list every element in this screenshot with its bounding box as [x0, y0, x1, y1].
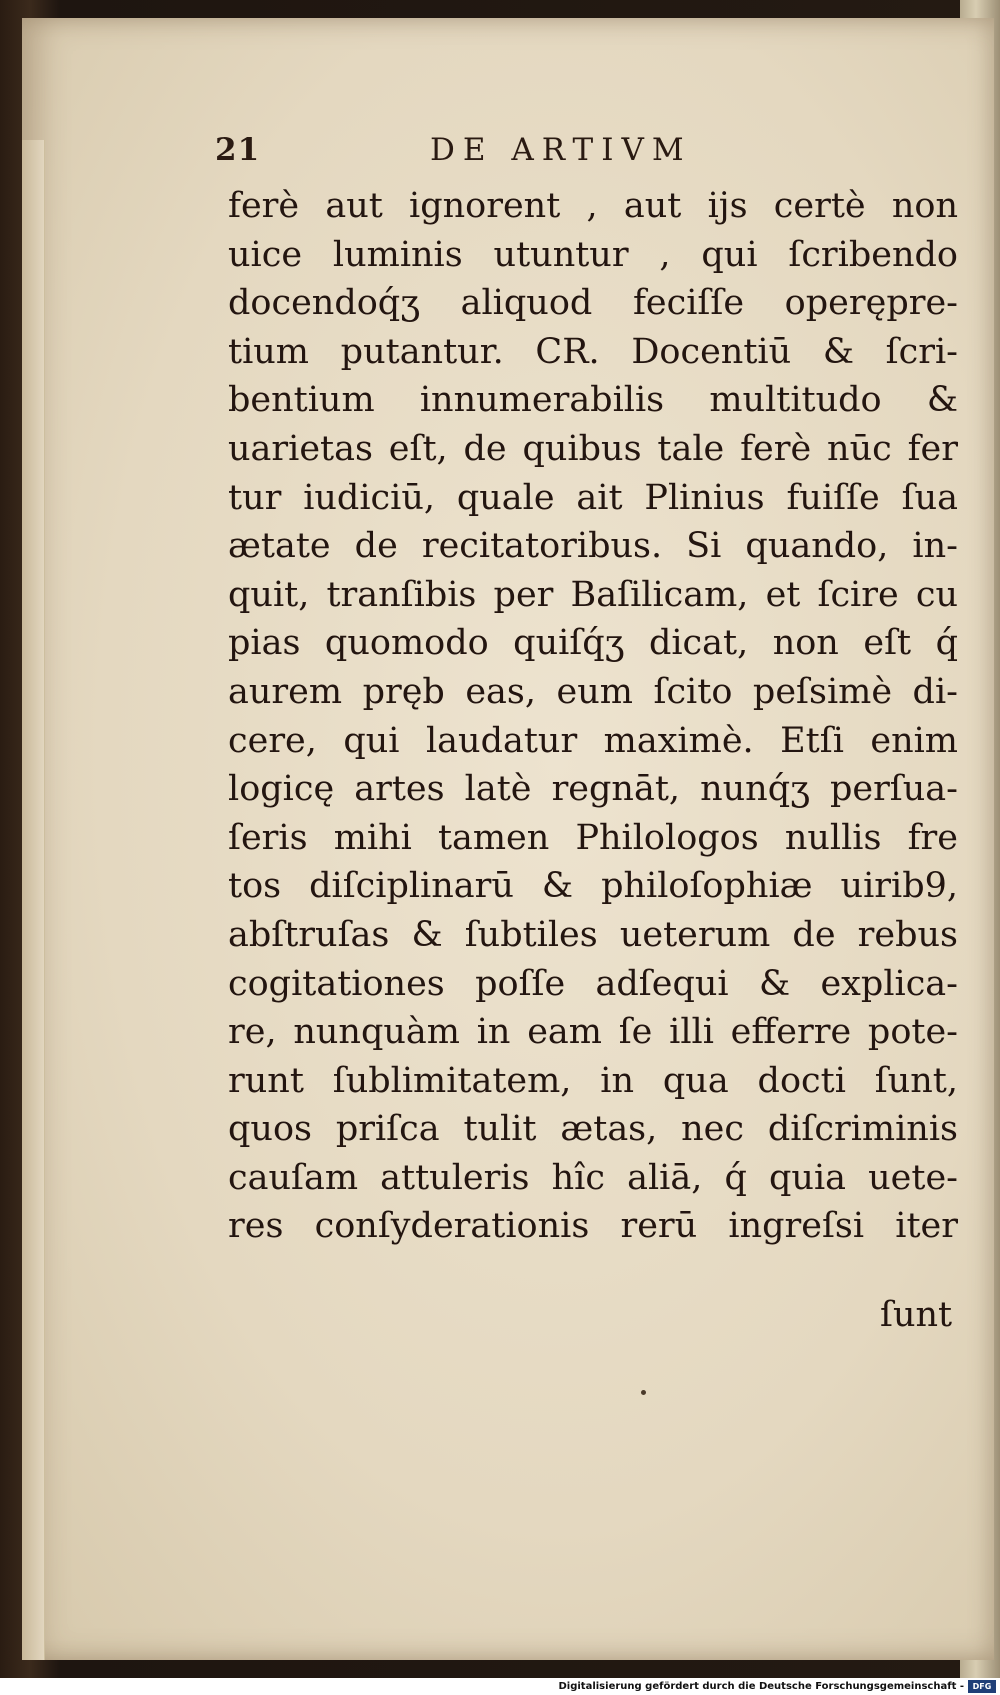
ink-speck — [641, 1390, 646, 1395]
text-line: re, nunquàm in eam ſe illi efferre pote- — [228, 1012, 958, 1053]
text-line: cere, qui laudatur maximè. Etſi enim — [228, 720, 958, 761]
text-line: tium putantur. CR. Docentiū & ſcri- — [228, 331, 958, 372]
text-line: cauſam attuleris hîc aliā, q́ quia uete- — [228, 1157, 958, 1198]
text-line: ferè aut ignorent , aut ijs certè non — [228, 186, 958, 226]
running-title: DE ARTIVM — [430, 132, 692, 168]
text-line: ſeris mihi tamen Philologos nullis fre — [228, 817, 958, 858]
text-line: quit, tranſibis per Baſilicam, et ſcire cu — [228, 574, 958, 615]
text-line: logicę artes latè regnāt, nunq́ʒ perſua- — [228, 769, 958, 810]
text-line: res conſyderationis rerū ingreſsi iter — [228, 1206, 958, 1247]
text-line: runt ſublimitatem, in qua docti ſunt, — [228, 1060, 958, 1101]
text-line: bentium innumerabilis multitudo & — [228, 380, 958, 421]
footer-bar — [0, 1678, 1000, 1695]
text-line: quos priſca tulit ætas, nec diſcriminis — [228, 1109, 958, 1150]
text-line: tos diſciplinarū & philoſophiæ uirib9, — [228, 866, 958, 907]
text-line: aurem pręb eas, eum ſcito peſsimè di- — [228, 671, 958, 712]
folio-number: 21 — [215, 132, 261, 168]
text-line: pias quomodo quiſq́ʒ dicat, non eſt q́ — [228, 623, 958, 664]
page-fold — [22, 140, 45, 1660]
funding-note: Digitalisierung gefördert durch die Deutsche Forschungsgemeinschaft - — [558, 1681, 964, 1692]
text-line: uarietas eſt, de quibus tale ferè nūc fer — [228, 428, 958, 469]
text-line: tur iudiciū, quale ait Plinius fuiſſe ſua — [228, 477, 958, 518]
text-line: abſtruſas & ſubtiles ueterum de rebus — [228, 914, 958, 955]
page-header — [215, 132, 955, 176]
text-line: ætate de recitatoribus. Si quando, in- — [228, 526, 958, 567]
text-line: uice luminis utuntur , qui ſcribendo — [228, 234, 958, 275]
text-line: docendoq́ʒ aliquod feciſſe operępre- — [228, 283, 958, 324]
catchword: ſunt — [880, 1295, 953, 1335]
text-line: cogitationes poſſe adſequi & explica- — [228, 963, 958, 1004]
body-text — [228, 182, 958, 1251]
dfg-logo: DFG — [968, 1680, 996, 1693]
